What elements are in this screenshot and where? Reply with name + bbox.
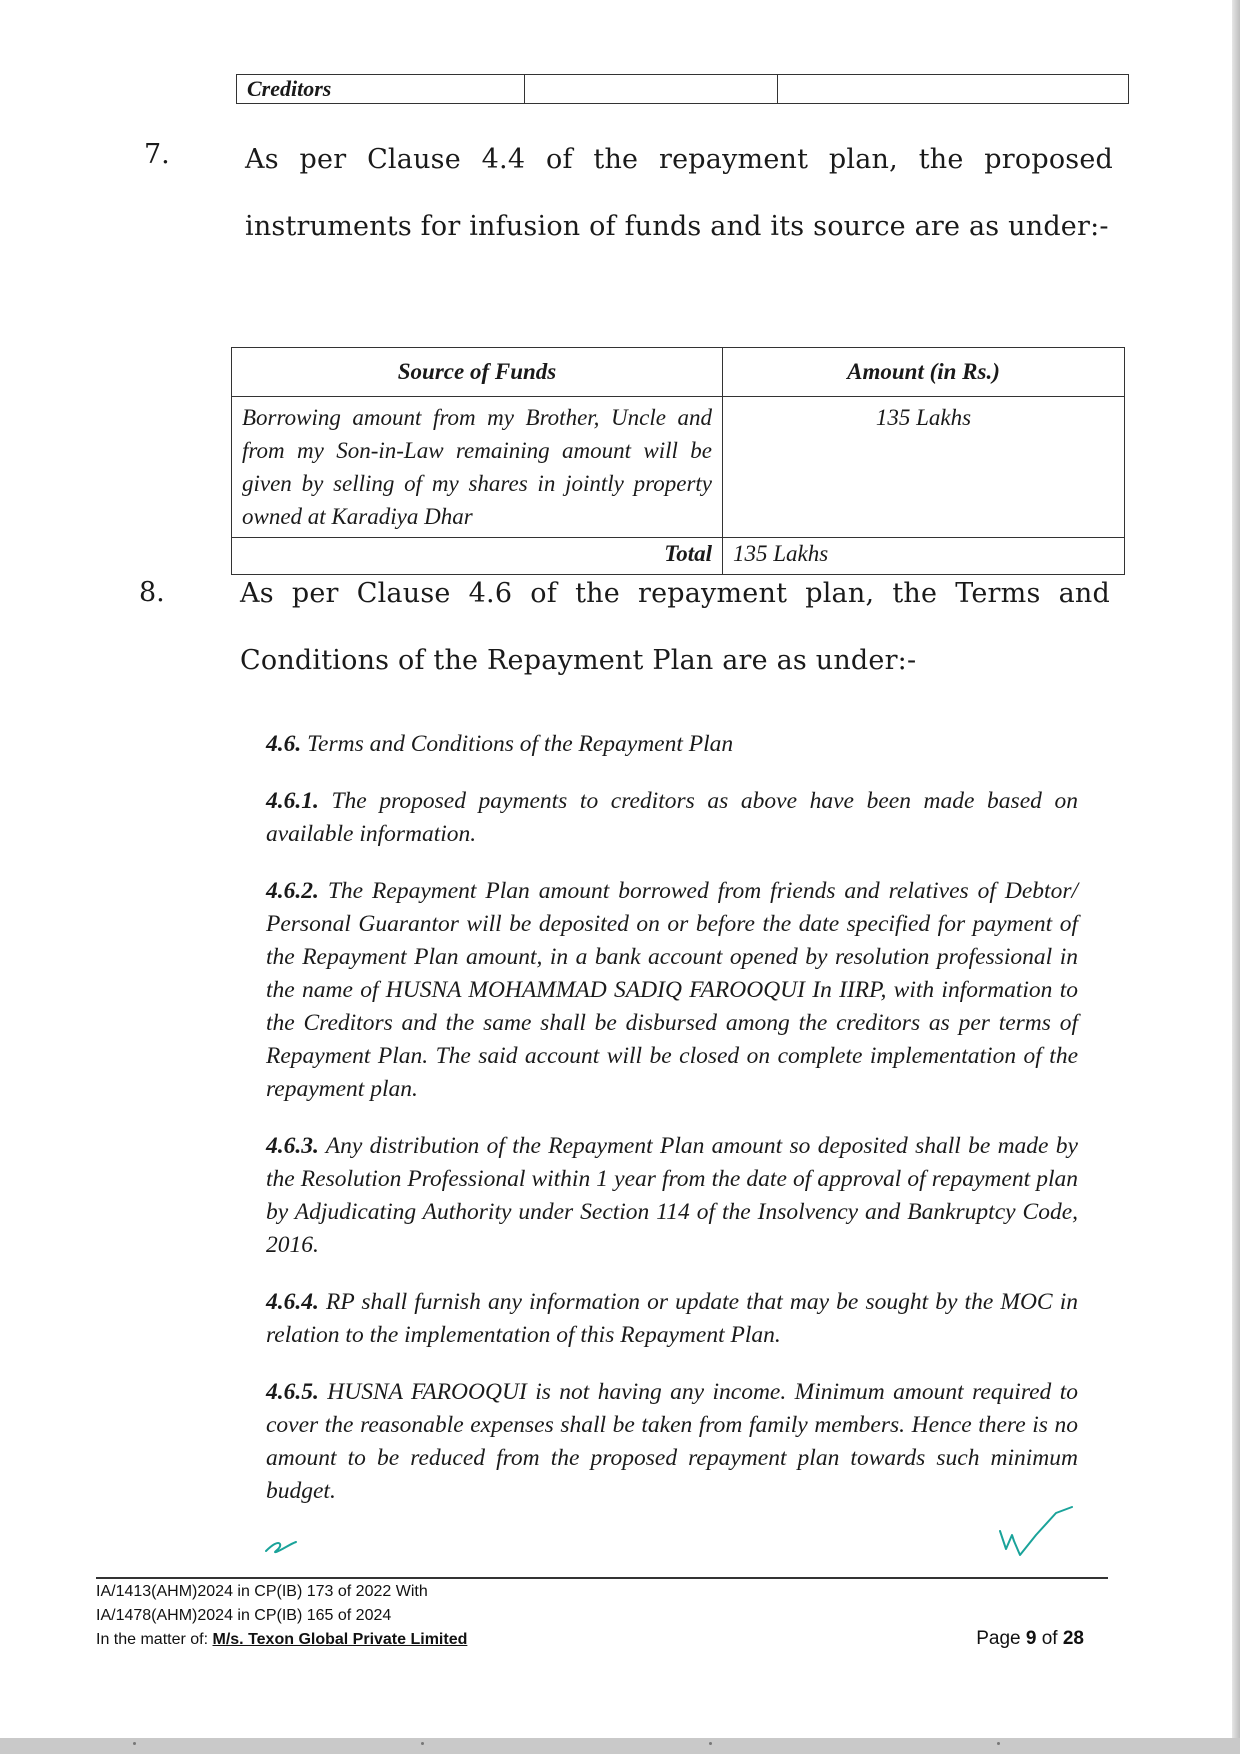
scan-edge-bottom xyxy=(0,1738,1240,1754)
source-cell: Borrowing amount from my Brother, Uncle and from my Son-in-Law remaining amount will be given by selling of my shares in jointly property owned at Karadiya Dhar xyxy=(232,397,723,538)
para-7-text: As per Clause 4.4 of the repayment plan, the proposed instruments for infusion of funds and its source are as under:- xyxy=(245,144,1113,242)
total-value: 135 Lakhs xyxy=(723,538,1125,575)
creditors-table-fragment xyxy=(236,74,1129,104)
empty-cell xyxy=(778,75,1129,104)
clause-4-6-4: 4.6.4. RP shall furnish any information or update that may be sought by the MOC in relation to the implementation of this Repayment Plan. xyxy=(266,1289,1078,1348)
scan-edge-right xyxy=(1232,0,1240,1754)
footer-case-reference xyxy=(96,1580,467,1652)
empty-cell xyxy=(525,75,778,104)
creditors-cell: Creditors xyxy=(237,75,525,104)
funds-table xyxy=(231,347,1125,575)
clause-4-6: 4.6. Terms and Conditions of the Repayment Plan xyxy=(266,731,734,757)
header-source-of-funds: Source of Funds xyxy=(232,348,723,397)
clause-4-6-5: 4.6.5. HUSNA FAROOQUI is not having any income. Minimum amount required to cover the reasonable expenses shall be taken from family members. Hence there is no amount to be reduced from the proposed repayment plan towards such minimum budget. xyxy=(266,1379,1078,1504)
header-amount: Amount (in Rs.) xyxy=(723,348,1125,397)
table-row xyxy=(232,397,1125,538)
clause-4-6-2: 4.6.2. The Repayment Plan amount borrowed from friends and relatives of Debtor/ Personal Guarantor will be deposited on or before the date specified for payment of the Repayment Plan amount, in a bank account opened by resolution professional in the name of HUSNA MOHAMMAD SADIQ FAROOQUI In IIRP, with information to the Creditors and the same shall be disbursed among the creditors as per terms of Repayment Plan. The said account will be closed on complete implementation of the repayment plan. xyxy=(266,878,1078,1102)
initials-signature-icon xyxy=(262,1535,306,1557)
total-label: Total xyxy=(232,538,723,575)
page-number: Page 9 of 28 xyxy=(976,1628,1084,1649)
footer-line-1: IA/1413(AHM)2024 in CP(IB) 173 of 2022 With xyxy=(96,1583,428,1600)
terms-clauses xyxy=(266,728,1078,1532)
footer-divider xyxy=(96,1577,1108,1579)
clause-4-6-3: 4.6.3. Any distribution of the Repayment Plan amount so deposited shall be made by the Resolution Professional within 1 year from the date of approval of repayment plan by Adjudicating Authority under Section 114 of the Insolvency and Bankruptcy Code, 2016. xyxy=(266,1133,1078,1258)
para-7-number: 7. xyxy=(144,139,170,170)
amount-cell: 135 Lakhs xyxy=(723,397,1125,538)
para-8-number: 8. xyxy=(139,577,165,608)
footer-matter: In the matter of: M/s. Texon Global Private Limited xyxy=(96,1631,468,1648)
company-name: M/s. Texon Global Private Limited xyxy=(212,1631,468,1648)
signature-icon xyxy=(996,1505,1076,1571)
footer-line-2: IA/1478(AHM)2024 in CP(IB) 165 of 2024 xyxy=(96,1607,392,1624)
clause-4-6-1: 4.6.1. The proposed payments to creditors as above have been made based on available information. xyxy=(266,788,1078,847)
para-8-text: As per Clause 4.6 of the repayment plan, the Terms and Conditions of the Repayment Plan are as under:- xyxy=(240,578,1110,676)
